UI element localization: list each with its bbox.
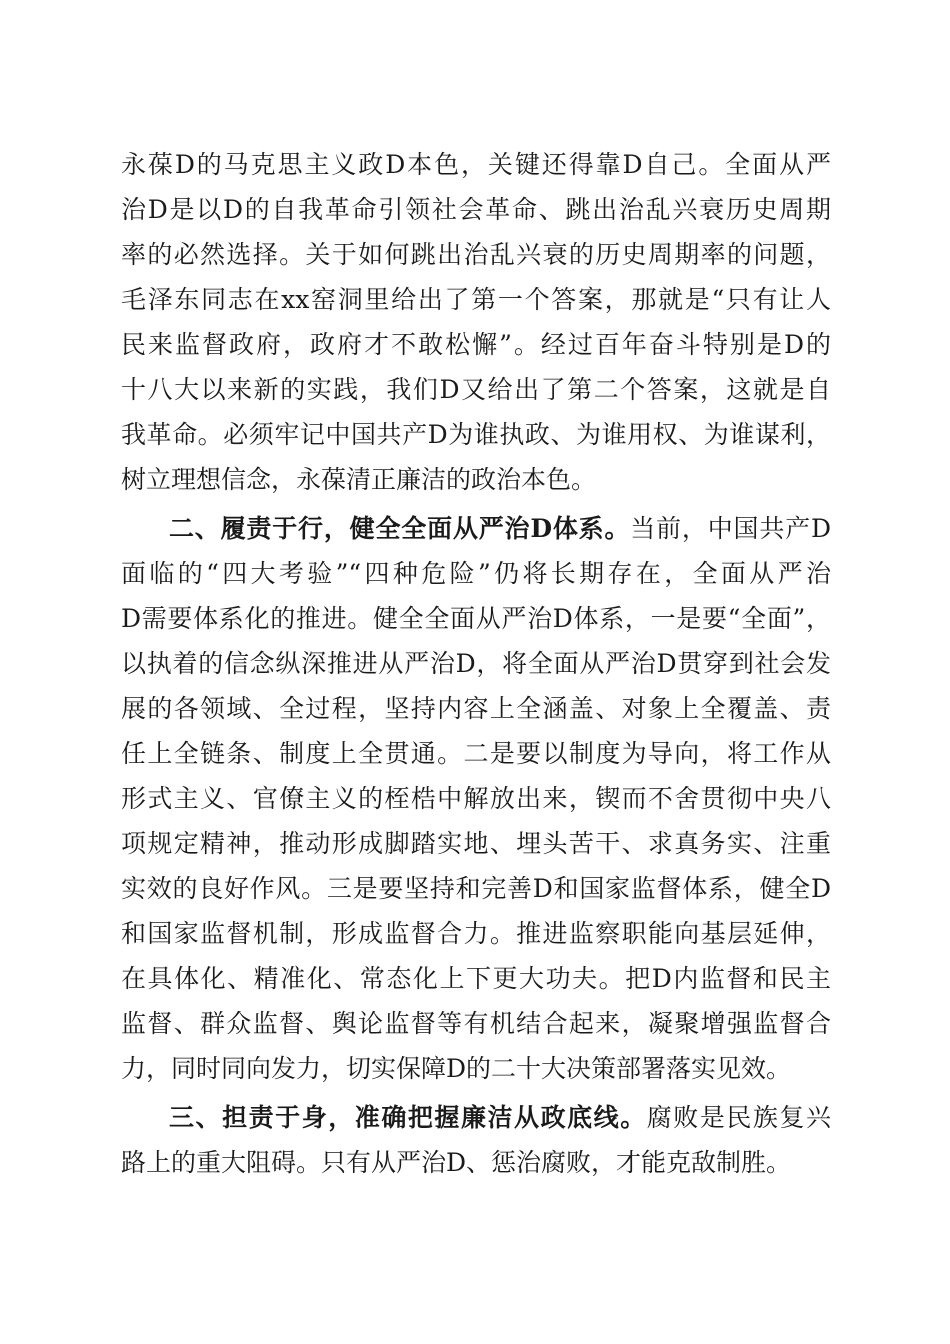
text-line: 力，同时同向发力，切实保障D的二十大决策部署落实见效。 [121, 1054, 792, 1083]
document-page [121, 142, 831, 1185]
text-line: 毛泽东同志在xx窑洞里给出了第一个答案，那就是“只有让人 [121, 285, 831, 314]
text-line: 面临的“四大考验”“四种危险”仍将长期存在，全面从严治 [121, 559, 831, 588]
text-line: 治D是以D的自我革命引领社会革命、跳出治乱兴衰历史周期 [121, 195, 831, 224]
text-line: 民来监督政府，政府才不敢松懈”。经过百年奋斗特别是D的 [121, 330, 831, 359]
text-segment: 腐败是民族复兴 [646, 1103, 831, 1132]
text-line: 在具体化、精准化、常态化上下更大功夫。把D内监督和民主 [121, 964, 831, 993]
text-line: 形式主义、官僚主义的桎梏中解放出来，锲而不舍贯彻中央八 [121, 784, 831, 813]
paragraph-3 [121, 1095, 831, 1185]
text-line: 率的必然选择。关于如何跳出治乱兴衰的历史周期率的问题， [121, 240, 831, 269]
text-line: 任上全链条、制度上全贯通。二是要以制度为导向，将工作从 [121, 739, 831, 768]
text-line: 以执着的信念纵深推进从严治D，将全面从严治D贯穿到社会发 [121, 649, 831, 678]
text-line: 永葆D的马克思主义政D本色，关键还得靠D自己。全面从严 [121, 150, 831, 179]
paragraph-first-line [121, 506, 831, 551]
section-heading: 三、担责于身，准确把握廉洁从政底线。 [169, 1103, 647, 1132]
text-line: 监督、群众监督、舆论监督等有机结合起来，凝聚增强监督合 [121, 1009, 831, 1038]
text-line: D需要体系化的推进。健全全面从严治D体系，一是要“全面”， [121, 604, 831, 633]
text-segment: 当前，中国共产D [630, 514, 832, 543]
text-line: 十八大以来新的实践，我们D又给出了第二个答案，这就是自 [121, 375, 831, 404]
text-line: 项规定精神，推动形成脚踏实地、埋头苦干、求真务实、注重 [121, 829, 831, 858]
text-line: 树立理想信念，永葆清正廉洁的政治本色。 [121, 465, 597, 494]
paragraph-2 [121, 506, 831, 1091]
text-line: 实效的良好作风。三是要坚持和完善D和国家监督体系，健全D [121, 874, 831, 903]
text-line: 展的各领域、全过程，坚持内容上全涵盖、对象上全覆盖、责 [121, 694, 831, 723]
text-line: 我革命。必须牢记中国共产D为谁执政、为谁用权、为谁谋利， [121, 420, 831, 449]
text-line: 和国家监督机制，形成监督合力。推进监察职能向基层延伸， [121, 919, 831, 948]
paragraph-1 [121, 142, 831, 502]
text-line: 路上的重大阻碍。只有从严治D、惩治腐败，才能克敌制胜。 [121, 1148, 792, 1177]
paragraph-first-line [121, 1095, 831, 1140]
section-heading: 二、履责于行，健全全面从严治D体系。 [169, 514, 631, 543]
